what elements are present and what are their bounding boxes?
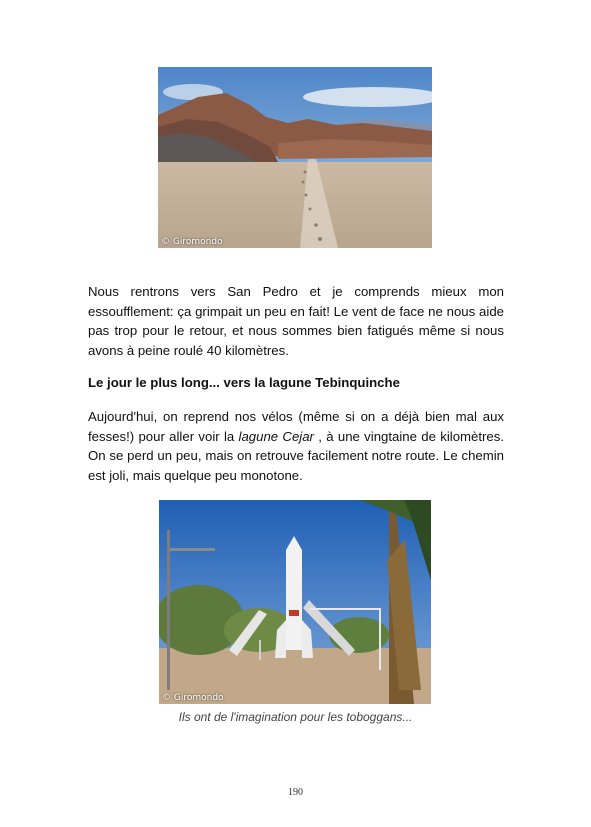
- paragraph-return-san-pedro: Nous rentrons vers San Pedro et je comprends mieux mon essoufflement: ça grimpait un peu en fait! Le vent de face ne nous aide pas trop pour le retour, et nous sommes bien fatigués même si nous avons à peine roulé 40 kilomètres.: [88, 284, 504, 358]
- desert-photo: [158, 67, 432, 248]
- desert-landscape-image: [158, 67, 432, 248]
- paragraph-lagune-cejar: [88, 407, 504, 485]
- rocket-playground-image: [159, 500, 431, 704]
- lagune-cejar-emphasis: lagune Cejar: [238, 428, 314, 444]
- page-number: 190: [288, 787, 303, 798]
- paragraph-text-start: Aujourd'hui, on reprend nos vélos (même si on a déjà bien mal aux fesses!) pour aller voir la: [88, 409, 504, 444]
- photo-watermark: © Giromondo: [161, 237, 223, 247]
- section-heading: Le jour le plus long... vers la lagune Tebinquinche: [88, 375, 400, 390]
- paragraph-text-end: , à une vingtaine de kilomètres. On se perd un peu, mais on retrouve facilement notre route. Le chemin est joli, mais quelque peu monotone.: [88, 428, 504, 483]
- photo-watermark: © Giromondo: [162, 693, 224, 703]
- photo-caption: Ils ont de l'imagination pour les toboggans...: [178, 710, 413, 724]
- rocket-slide-photo: [159, 500, 431, 704]
